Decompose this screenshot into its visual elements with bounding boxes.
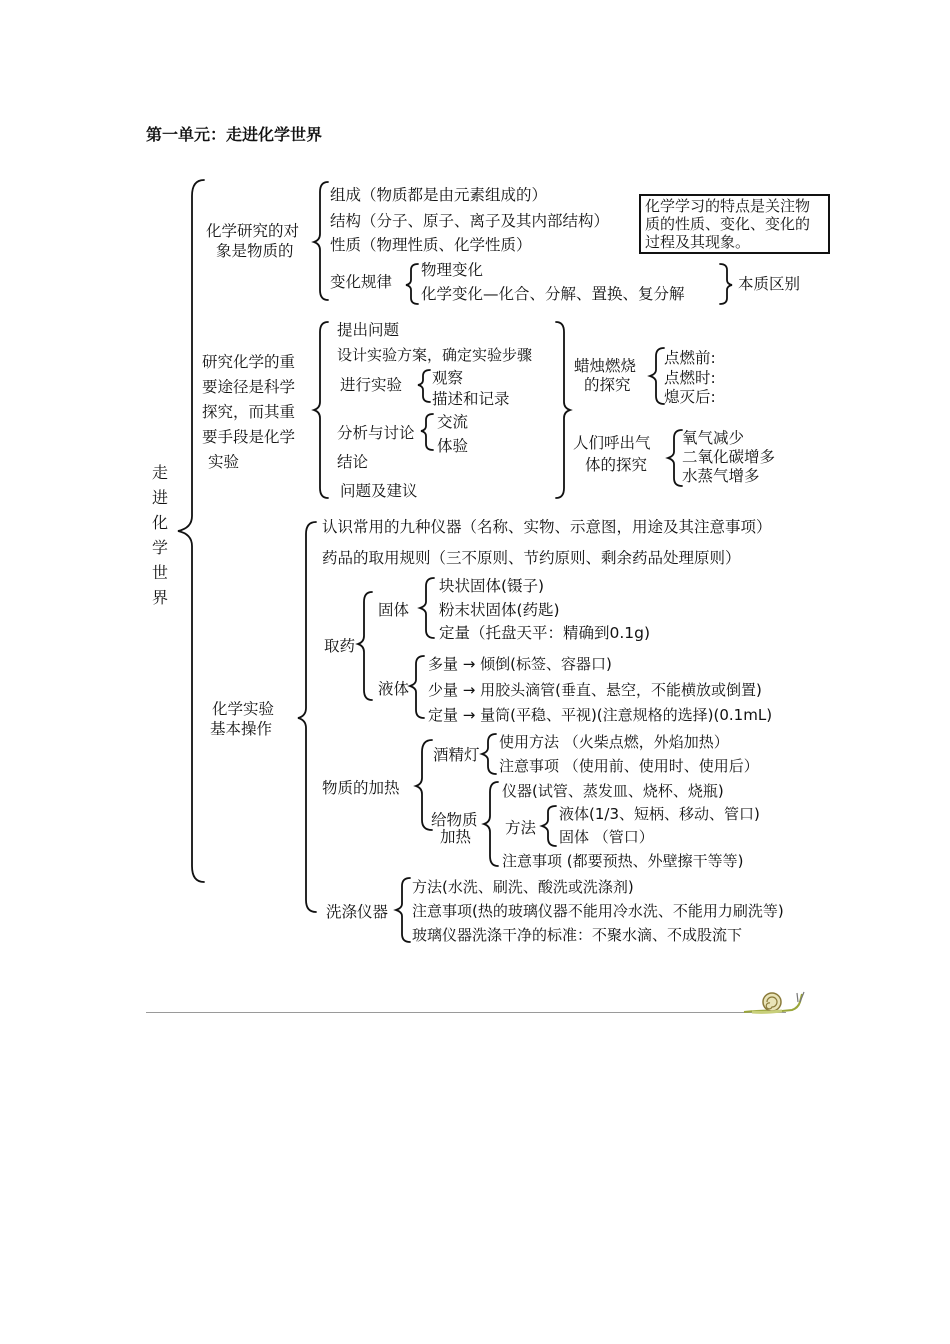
root-char: 界: [151, 588, 168, 607]
s3-heat-instr: 仪器(试管、蒸发皿、烧杯、烧瓶): [502, 782, 724, 800]
s2-discuss-item: 体验: [437, 437, 469, 455]
s2-breath-item: 二氧化碳增多: [682, 448, 776, 466]
brace-main: [178, 180, 204, 882]
brace-change: [406, 264, 418, 304]
s1-item-property: 性质（物理性质、化学性质）: [330, 236, 532, 254]
s1-change-rule: 变化规律: [330, 273, 393, 291]
s2-step: 提出问题: [337, 321, 400, 339]
brace-take: [358, 592, 372, 700]
s2-breath-label: 体的探究: [585, 456, 648, 474]
s1-item-structure: 结构（分子、原子、离子及其内部结构）: [330, 212, 610, 230]
brace-wash: [396, 878, 410, 942]
s3-solid-item: 粉末状固体(药匙): [439, 601, 560, 619]
root-char: 走: [151, 463, 168, 482]
brace-discuss: [421, 414, 433, 450]
s1-essence: 本质区别: [738, 275, 801, 293]
s2-candle-item: 点燃时:: [664, 369, 716, 387]
s3-heatobj-label: 加热: [440, 828, 472, 846]
brace-do: [418, 370, 430, 402]
s2-breath-label: 人们呼出气: [573, 434, 651, 452]
s2-label-line: 实验: [208, 453, 240, 471]
s3-solid-item: 块状固体(镊子): [439, 577, 545, 595]
s3-take: 取药: [324, 637, 356, 655]
s3-method: 方法: [505, 819, 537, 837]
s2-step: 分析与讨论: [337, 424, 415, 442]
s3-liquid: 液体: [378, 680, 410, 698]
s2-candle-label: 蜡烛燃烧: [574, 357, 637, 375]
s1-physical-change: 物理变化: [421, 261, 484, 279]
brace-method: [542, 806, 556, 846]
s2-candle-item: 点燃前:: [664, 349, 716, 367]
root-char: 学: [151, 538, 168, 557]
s3-label-line2: 基本操作: [210, 720, 273, 738]
s2-step: 结论: [337, 453, 369, 471]
s2-label-line: 研究化学的重: [202, 353, 296, 371]
s2-breath-item: 水蒸气增多: [682, 467, 760, 485]
s3-lamp: 酒精灯: [433, 746, 480, 764]
s3-wash-item: 注意事项(热的玻璃仪器不能用冷水洗、不能用力刷洗等): [412, 902, 784, 920]
brace-solid: [420, 578, 434, 638]
s3-wash-item: 玻璃仪器洗涤干净的标准：不聚水滴、不成股流下: [412, 926, 743, 944]
s3-wash: 洗涤仪器: [326, 903, 389, 921]
s3-solid: 固体: [378, 601, 410, 619]
s3-heatobj-label: 给物质: [431, 811, 478, 829]
footer-rule: [146, 1012, 786, 1013]
s2-breath-item: 氧气减少: [682, 429, 745, 447]
s3-heat-note: 注意事项 (都要预热、外壁擦干等等): [502, 852, 744, 870]
s2-step: 问题及建议: [340, 482, 418, 500]
brace-heat: [416, 740, 432, 830]
s3-solid-item: 定量（托盘天平：精确到0.1g): [439, 624, 651, 642]
s2-step: 设计实验方案，确定实验步骤: [337, 346, 533, 364]
s3-lamp-item: 注意事项 （使用前、使用时、使用后）: [499, 757, 759, 775]
s1-label-line1: 化学研究的对: [206, 222, 300, 240]
s2-candle-item: 熄灭后:: [664, 388, 716, 406]
s3-method-item: 液体(1/3、短柄、移动、管口): [559, 805, 760, 823]
s1-item-composition: 组成（物质都是由元素组成的）: [330, 186, 548, 204]
s3-label-line1: 化学实验: [212, 700, 275, 718]
snail-icon: [742, 986, 806, 1016]
s2-label-line: 探究，而其重: [202, 403, 296, 421]
brace-essence: [720, 264, 732, 304]
s3-liquid-item: 少量 → 用胶头滴管(垂直、悬空，不能横放或倒置): [428, 681, 762, 699]
s1-chemical-change: 化学变化—化合、分解、置换、复分解: [421, 285, 685, 303]
s1-note-box: 化学学习的特点是关注物质的性质、变化、变化的过程及其现象。: [639, 194, 830, 254]
s2-label-line: 要途径是科学: [202, 378, 296, 396]
s3-rules: 药品的取用规则（三不原则、节约原则、剩余药品处理原则）: [322, 549, 741, 567]
s3-method-item: 固体 （管口）: [559, 828, 654, 846]
s2-discuss-item: 交流: [437, 413, 469, 431]
s3-lamp-item: 使用方法 （火柴点燃，外焰加热）: [499, 733, 729, 751]
s3-wash-item: 方法(水洗、刷洗、酸洗或洗涤剂): [412, 878, 634, 896]
brace-s2: [314, 322, 328, 498]
brace-s3: [298, 522, 316, 912]
brace-s1: [314, 182, 328, 300]
s2-step: 进行实验: [340, 376, 403, 394]
root-char: 化: [151, 513, 168, 532]
s3-heat: 物质的加热: [322, 779, 400, 797]
s2-do-item: 描述和记录: [432, 390, 510, 408]
s3-instruments: 认识常用的九种仪器（名称、实物、示意图，用途及其注意事项）: [322, 518, 772, 536]
page-title: 第一单元：走进化学世界: [146, 125, 323, 144]
root-char: 进: [151, 488, 168, 507]
s2-label-line: 要手段是化学: [202, 428, 296, 446]
brace-s2-right: [556, 322, 570, 498]
s1-label-line2: 象是物质的: [216, 242, 294, 260]
brace-heatobj: [484, 782, 498, 866]
s3-liquid-item: 多量 → 倾倒(标签、容器口): [428, 655, 612, 673]
s3-liquid-item: 定量 → 量筒(平稳、平视)(注意规格的选择)(0.1mL): [428, 706, 773, 724]
brace-lamp: [482, 734, 496, 774]
brace-candle: [650, 348, 664, 404]
brace-breath: [668, 430, 682, 486]
brace-liquid: [410, 656, 424, 718]
s2-do-item: 观察: [432, 369, 464, 387]
s2-candle-label: 的探究: [584, 376, 631, 394]
root-char: 世: [151, 563, 168, 582]
